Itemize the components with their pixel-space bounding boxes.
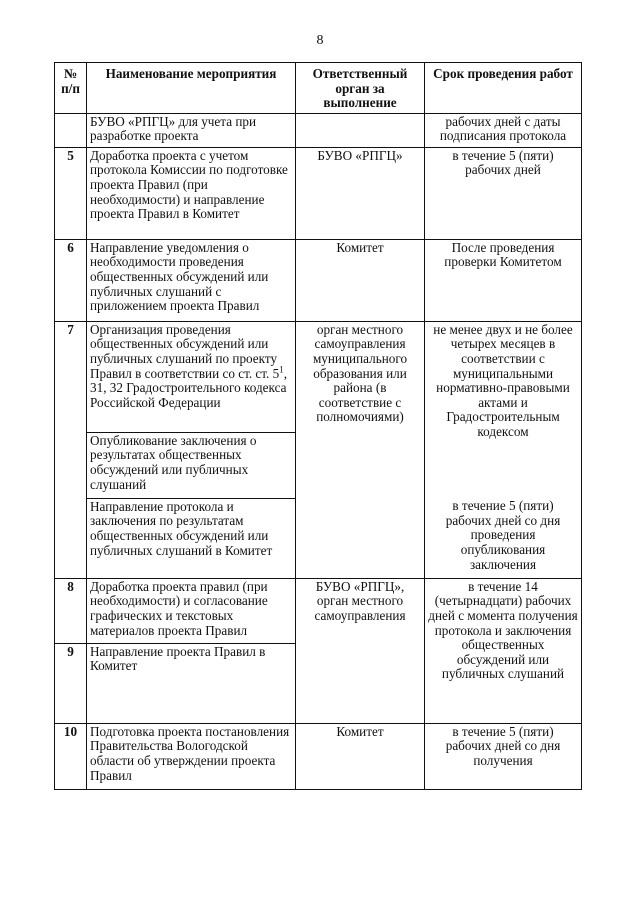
row-name: Направление проекта Правил в Комитет [87, 643, 296, 723]
row-responsible: БУВО «РПГЦ» [296, 147, 425, 239]
header-num: № п/п [55, 63, 87, 114]
table-row [55, 723, 582, 789]
row-deadline: в течение 5 (пяти) рабочих дней [425, 147, 582, 239]
table-row [55, 113, 582, 147]
row-responsible: Комитет [296, 239, 425, 321]
row-deadline: в течение 5 (пяти) рабочих дней со дня получения [425, 723, 582, 789]
row-num [55, 113, 87, 147]
schedule-table [54, 62, 582, 790]
row-name: Доработка проекта правил (при необходимости) и согласование графических и текстовых материалов проекта Правил [87, 578, 296, 643]
row-name: Направление протокола и заключения по результатам общественных обсуждений или публичных слушаний в Комитет [87, 498, 296, 578]
row-deadline: рабочих дней с даты подписания протокола [425, 113, 582, 147]
row-deadline: в течение 5 (пяти) рабочих дней со дня проведения опубликования заключения [425, 498, 582, 578]
header-responsible: Ответственный орган за выполнение [296, 63, 425, 114]
table-row [55, 321, 582, 432]
row-name: Доработка проекта с учетом протокола Комиссии по подготовке проекта Правил (при необходимости) и направление проекта Правил в Комитет [87, 147, 296, 239]
row-num: 9 [55, 643, 87, 723]
header-deadline: Срок проведения работ [425, 63, 582, 114]
superscript: 1 [279, 364, 284, 375]
row-name: Организация проведения общественных обсуждений или публичных слушаний по проекту Правил в соответствии со ст. ст. $5^1$, 31, 32 Градостроительного кодекса Российской Федерации [87, 321, 296, 432]
row-num: 7 [55, 321, 87, 578]
row-name: Опубликование заключения о результатах общественных обсуждений или публичных слушаний [87, 432, 296, 498]
page-number: 8 [316, 33, 324, 48]
table-row [55, 239, 582, 321]
row-responsible: Комитет [296, 723, 425, 789]
row-responsible [296, 113, 425, 147]
row-num: 5 [55, 147, 87, 239]
row-num: 8 [55, 578, 87, 643]
row-name: Подготовка проекта постановления Правительства Вологодской области об утверждении проекта Правил [87, 723, 296, 789]
row-deadline: не менее двух и не более четырех месяцев в соответствии с муниципальными нормативно-правовыми актами и Градостроительным кодексом [425, 321, 582, 498]
table-row [55, 578, 582, 643]
row-num: 10 [55, 723, 87, 789]
row-deadline: в течение 14 (четырнадцати) рабочих дней с момента получения протокола и заключения общественных обсуждений или публичных слушаний [425, 578, 582, 723]
row-deadline: После проведения проверки Комитетом [425, 239, 582, 321]
table-row [55, 147, 582, 239]
row-responsible: БУВО «РПГЦ», орган местного самоуправления [296, 578, 425, 723]
table-header-row [55, 63, 582, 114]
row-name: Направление уведомления о необходимости проведения общественных обсуждений или публичных слушаний с приложением проекта Правил [87, 239, 296, 321]
header-name: Наименование мероприятия [87, 63, 296, 114]
row-responsible: орган местного самоуправления муниципального образования или района (в соответствие с полномочиями) [296, 321, 425, 578]
row-name: БУВО «РПГЦ» для учета при разработке проекта [87, 113, 296, 147]
row-num: 6 [55, 239, 87, 321]
